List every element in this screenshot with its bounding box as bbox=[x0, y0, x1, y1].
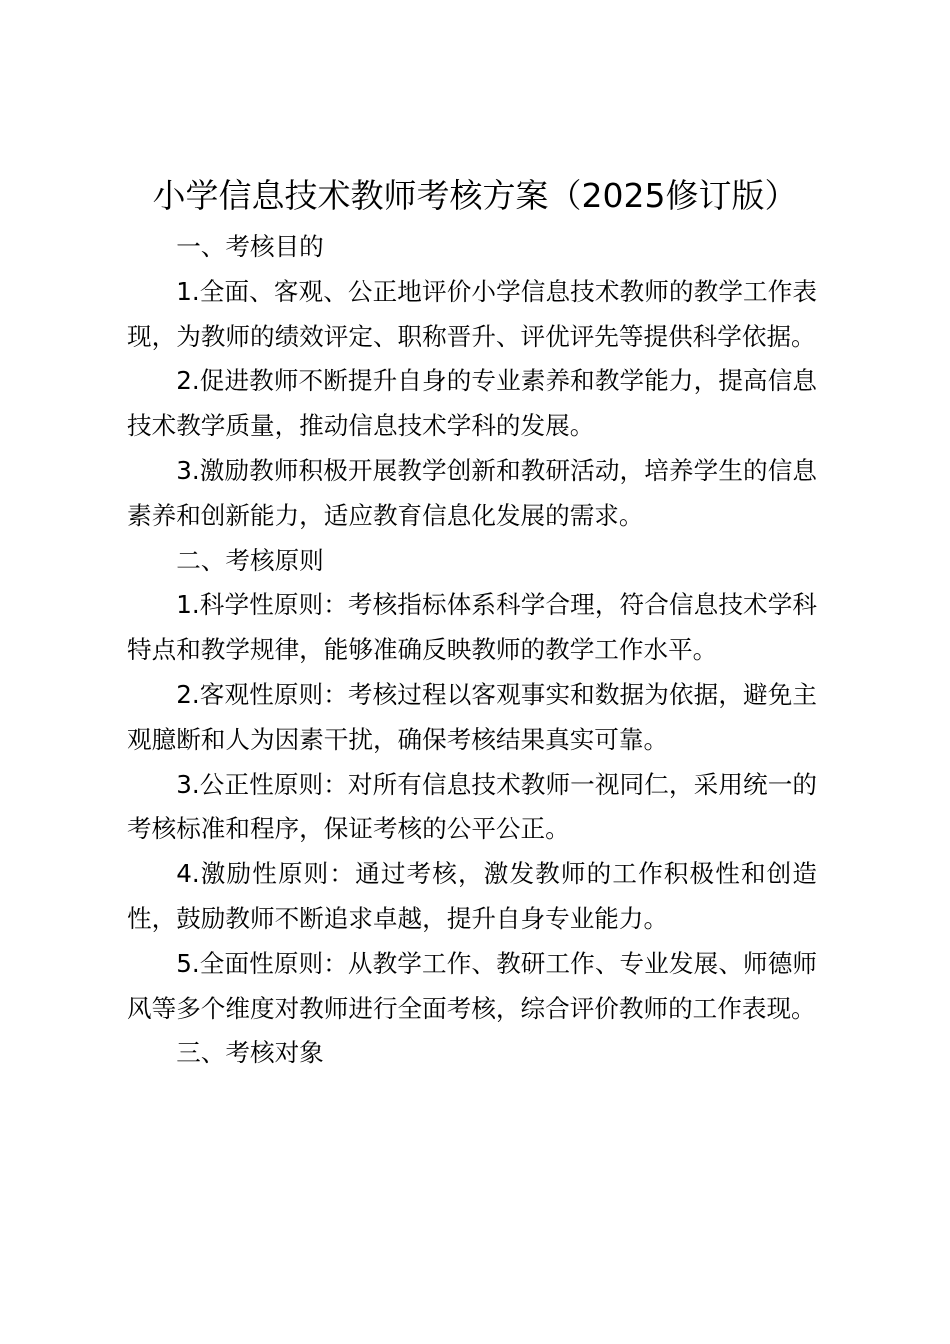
paragraph: 2.客观性原则：考核过程以客观事实和数据为依据，避免主观臆断和人为因素干扰，确保考核结果真实可靠。 bbox=[127, 679, 817, 754]
paragraph: 1.全面、客观、公正地评价小学信息技术教师的教学工作表现，为教师的绩效评定、职称晋升、评优评先等提供科学依据。 bbox=[127, 276, 817, 351]
section-heading-purpose: 一、考核目的 bbox=[176, 232, 324, 261]
section-heading-principles: 二、考核原则 bbox=[176, 545, 324, 575]
paragraph: 4.激励性原则：通过考核，激发教师的工作积极性和创造性，鼓励教师不断追求卓越，提升自身专业能力。 bbox=[127, 859, 817, 933]
document-title: 小学信息技术教师考核方案（2025修订版） bbox=[152, 176, 798, 215]
paragraph: 1.科学性原则：考核指标体系科学合理，符合信息技术学科特点和教学规律，能够准确反映教师的教学工作水平。 bbox=[127, 590, 817, 665]
paragraph: 2.促进教师不断提升自身的专业素养和教学能力，提高信息技术教学质量，推动信息技术学科的发展。 bbox=[127, 366, 817, 441]
section-heading-targets: 三、考核对象 bbox=[176, 1038, 324, 1068]
paragraph: 5.全面性原则：从教学工作、教研工作、专业发展、师德师风等多个维度对教师进行全面考核，综合评价教师的工作表现。 bbox=[127, 948, 817, 1023]
paragraph: 3.公正性原则：对所有信息技术教师一视同仁，采用统一的考核标准和程序，保证考核的公平公正。 bbox=[127, 769, 817, 844]
document-body bbox=[127, 225, 817, 1076]
paragraph: 3.激励教师积极开展教学创新和教研活动，培养学生的信息素养和创新能力，适应教育信息化发展的需求。 bbox=[127, 455, 817, 530]
